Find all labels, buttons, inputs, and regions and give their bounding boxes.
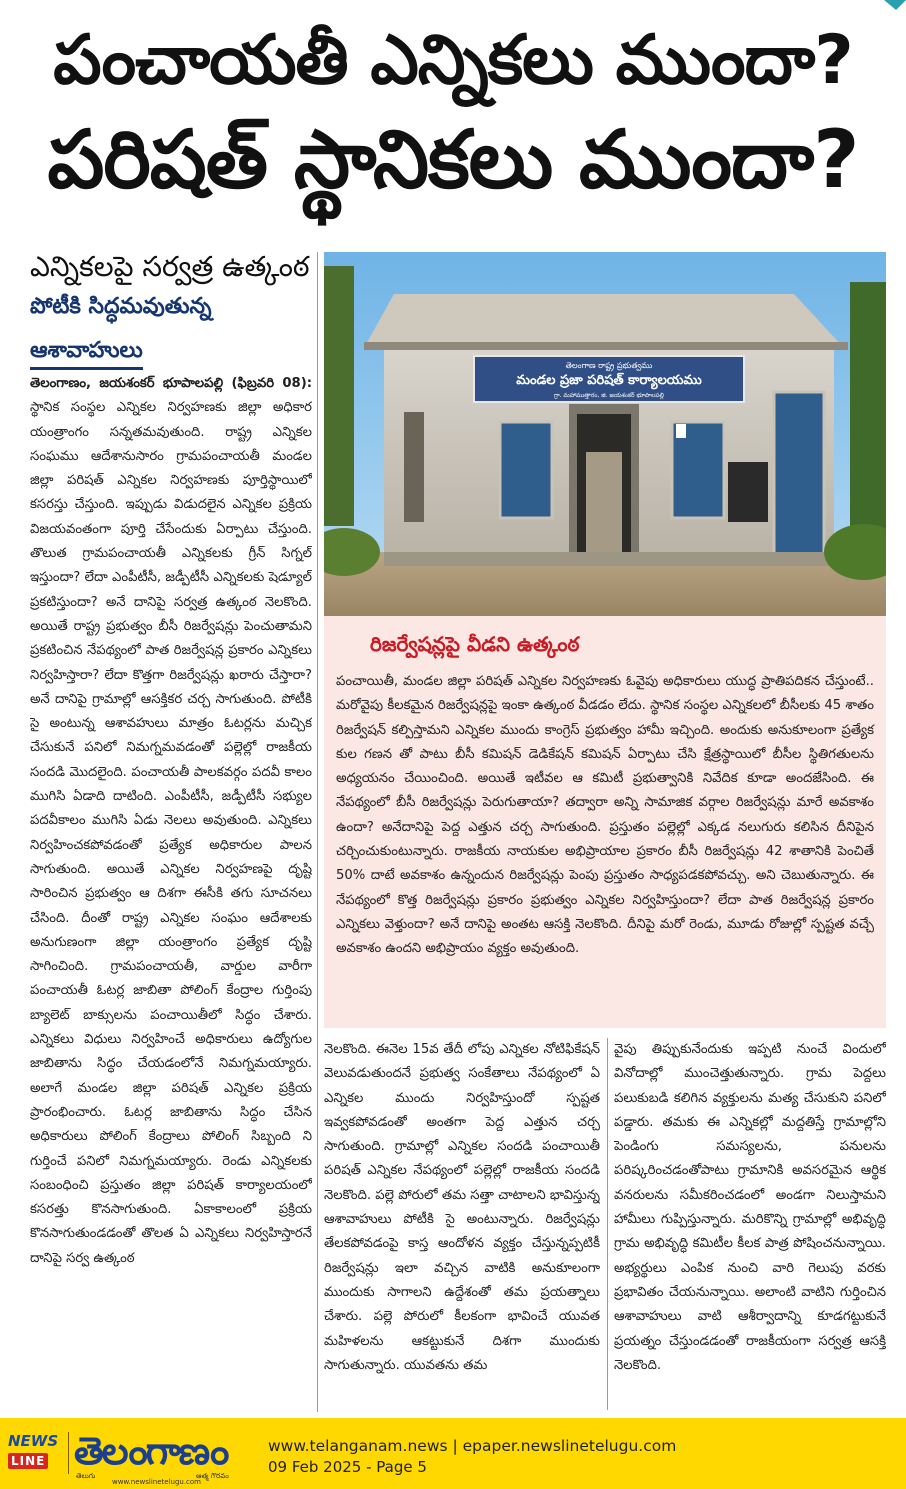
headline-line-1: పంచాయతీ ఎన్నికలు ముందా?: [53, 21, 853, 100]
footer-websites: www.telanganam.news | epaper.newslinetelugu.com: [268, 1437, 677, 1455]
logo-divider: [68, 1432, 69, 1474]
headline-line-2: పరిషత్ స్థానికలు ముందా?: [47, 113, 859, 206]
column-divider: [607, 1038, 608, 1410]
article-column-middle: నెలకొంది. ఈనెల 15వ తేదీ లోపు ఎన్నికల నోటిఫికేషన్ వెలువడుతుందనే ప్రభుత్వ సంకేతాలు నేపథ్యంలో ఏ ఎన్నికల ముందు నిర్వహిస్తుందో స్పష్టత ఇవ్వకపోవడంతో అంతగా పెద్ద ఎత్తున చర్చ సాగుతుంది. గ్రామాల్లో ఎన్నికల సందడి పంచాయితీ పరిషత్ ఎన్నికల నేపథ్యంలో పల్లెల్లో రాజకీయ సందడి నెలకొంది. పల్లె పోరులో తమ సత్తా చాటాలని భావిస్తున్న ఆశావాహులు పోటీకి సై అంటున్నారు. రిజర్వేషన్లు తేలకపోవడంపై కాస్త ఆందోళన వ్యక్తం చేస్తున్నప్పటికీ రిజర్వేషన్లు ఇలా వచ్చిన వాటికి అనుకూలంగా ముందుకు సాగాలని ఉద్దేశంతో తమ ప్రయత్నాలు చేశారు. పల్లె పోరులో కీలకంగా భావించే యువత మహిళలను ఆకట్టుకునే దిశగా ముందుకు సాగుతున్నారు. యువతను తమ: [324, 1042, 600, 1373]
footer-bar: [0, 1418, 906, 1489]
office-building-photo: [324, 252, 886, 616]
telanganam-logo: తెలంగాణం: [74, 1429, 228, 1473]
newsline-logo: [8, 1432, 64, 1476]
photo-illustration: [324, 252, 886, 616]
kicker-line-2: ఆశావాహులు: [30, 335, 143, 370]
subheadline: ఎన్నికలపై సర్వత్ర ఉత్కంఠ: [30, 250, 310, 283]
signboard-line-1: తెలంగాణ రాష్ట్ర ప్రభుత్వము: [565, 361, 653, 370]
sidebar-text: పంచాయితీ, మండల జిల్లా పరిషత్ ఎన్నికల నిర్వహణకు ఓవైపు అధికారులు యుద్ధ ప్రాతిపదికన చేస్తుంటే.. మరోవైపు కీలకమైన రిజర్వేషన్లపై ఇంకా ఉత్కంఠ వీడడం లేదు. స్థానిక సంస్థల ఎన్నికలలో బీసీలకు 45 శాతం రిజర్వేషన్ కల్పిస్తామని ఎన్నికల ముందు కాంగ్రెస్ ప్రభుత్వం హామీ ఇచ్చింది. అందుకు అనుకూలంగా ప్రత్యేక కుల గణన తో పాటు బీసీ కమిషన్ డెడికేషన్ కమిషన్ ఏర్పాటు చేసి క్షేత్రస్థాయిలో బీసీల స్థితిగతులను అధ్యయనం చేయించింది. అయితే ఇటీవల ఆ కమిటీ ప్రభుత్వానికి నివేదిక కూడా అందజేసింది. ఈ నేపథ్యంలో బీసీ రిజర్వేషన్లు పెరుగుతాయా? తద్వారా అన్ని సామాజిక వర్గాల రిజర్వేషన్లు మారే అవకాశం ఉందా? అనేదానిపై పెద్ద ఎత్తున చర్చ సాగుతుంది. ప్రస్తుతం పల్లెల్లో ఎక్కడ నలుగురు కలిసిన దీనిపైన చర్చించుకుంటున్నారు. రాజకీయ నాయకుల అభిప్రాయాల ప్రకారం బీసీ రిజర్వేషన్లు 42 శాతానికి పెంచితే 50% దాటే అవకాశం ఉన్నందున రిజర్వేషన్లు పెంపు ప్రస్తుతం సాధ్యపడకపోవచ్చు. అని చెబుతున్నారు. ఈ నేపథ్యంలో కొత్త రిజర్వేషన్లు ప్రకారం ప్రభుత్వం ఎన్నికల నిర్వహిస్తుందా? లేదా పాత రిజర్వేషన్ల ప్రకారం ఎన్నికలు వెళ్తుందా? అనే దానిపై అంతట ఆసక్తి నెలకొంది. దీనిపై మరో రెండు, మూడు రోజుల్లో స్పష్టత వచ్చే అవకాశం ఉందని అభిప్రాయం వ్యక్తం అవుతుంది.: [336, 674, 874, 957]
article-column-right: వైపు తిప్పుకునేందుకు ఇప్పటి నుంచే విందులో వినోదాల్లో ముంచెత్తుతున్నారు. గ్రామ పెద్దలు పలుకుబడి కలిగిన వ్యక్తులను మత్య చేసుకుని పనిలో పడ్డారు. తమకు ఈ ఎన్నికల్లో మద్దతిస్తే గ్రామాల్లోని పెండింగు సమస్యలను, పనులను పరిష్కరించడంతోపాటు గ్రామానికి అవసరమైన ఆర్థిక వనరులను సమీకరించడంలో అండగా నిలుస్తామని హామీలు గుప్పిస్తున్నారు. మరికొన్ని గ్రామాల్లో అభివృద్ధి గ్రామ అభివృద్ధి కమిటీల కీలక పాత్ర పోషించనున్నాయి. అభ్యర్థులు ఎంపిక నుంచి వారి గెలుపు వరకు ప్రభావితం చేయనున్నాయి. అలాంటి వాటిని గుర్తించిన ఆశావాహులు వాటి ఆశీర్వాదాన్ని కూడగట్టుకునే ప్రయత్నం చేస్తుండడంతో రాజకీయంగా సర్వత్ర ఆసక్తి నెలకొంది.: [614, 1042, 886, 1373]
article-column-left: [30, 372, 312, 1410]
kicker-line-1: పోటీకి సిద్ధమవుతున్న: [30, 294, 212, 319]
logo-line-text: LINE: [8, 1453, 48, 1469]
signboard-line-2: మండల ప్రజా పరిషత్ కార్యాలయము: [516, 373, 702, 388]
footer-date-page: 09 Feb 2025 - Page 5: [268, 1458, 427, 1476]
logo-news-text: NEWS: [8, 1432, 59, 1450]
corner-decoration: [870, 0, 906, 10]
sidebar-title: రిజర్వేషన్లపై వీడని ఉత్కంఠ: [370, 632, 580, 656]
article-text-left: స్థానిక సంస్థల ఎన్నికల నిర్వహణకు జిల్లా అధికార యంత్రాంగం సన్నతమవుతుంది. రాష్ట్ర ఎన్నికల సంఘము ఆదేశానుసారం గ్రామపంచాయతీ మండల జిల్లా పరిషత్ ఎన్నికల నిర్వహణకు పూర్తిస్థాయిలో కసరస్తు చేస్తుంది. ఇప్పుడు విడుదలైన ఎన్నికల ప్రక్రియ విజయవంతంగా పూర్తి చేసేందుకు ఏర్పాటు చేస్తుంది. తొలుత గ్రామపంచాయతీ ఎన్నికలకు గ్రీన్ సిగ్నల్ ఇస్తుందా? లేదా ఎంపీటీసీ, జడ్పీటీసీ ఎన్నికలకు షెడ్యూల్ ప్రకటిస్తుందా? అనే దానిపై సర్వత్ర ఉత్కంఠ నెలకొంది. అయితే రాష్ట్ర ప్రభుత్వం బీసీ రిజర్వేషన్లు పెంచుతామని ప్రకటించిన నేపథ్యంలో పాత రిజర్వేషన్ల ప్రకారం ఎన్నికలు నిర్వహిస్తారా? లేదా కొత్తగా రిజర్వేషన్లు ఖరారు చేస్తారా? అనే దానిపై గ్రామాల్లో ఆసక్తికర చర్చ సాగుతుంది. పోటీకి సై అంటున్న ఆశావహులు మాత్రం ఓటర్లను మచ్చిక చేసుకునే పనిలో నిమగ్నమవడంతో పల్లెల్లో రాజకీయ సందడి మొదలైంది. పంచాయతీ పాలకవర్గం పదవీ కాలం ముగిసి ఏడాది దాటింది. ఎంపీటీసీ, జడ్పీటీసీ సభ్యుల పదవీకాలం ముగిసి ఏడు నెలలు అవుతుంది. ఎన్నికలు నిర్వహించకపోవడంతో ప్రత్యేక అధికారుల పాలన సాగుతుంది. అయితే ఎన్నికల నిర్వహణపై దృష్టి సారించిన ప్రభుత్వం ఆ దిశగా ఈసీకి తగు సూచనలు చేసింది. దీంతో రాష్ట్ర ఎన్నికల సంఘం ఆదేశాలకు అనుగుణంగా జిల్లా యంత్రాంగం ప్రత్యేక దృష్టి సాగించింది. గ్రామపంచాయతీ, వార్డుల వారీగా పంచాయతీ ఓటర్ల జాబితా పోలింగ్ కేంద్రాల గుర్తింపు బ్యాలెట్ బాక్సులను పంచాయితీలో సిద్ధం చేశారు. ఎన్నికలు విధులు నిర్వహించే అధికారులు ఉద్యోగుల జాబితాను సిద్ధం చేయడంలోనే నిమగ్నమయ్యారు. అలాగే మండల జిల్లా పరిషత్ ఎన్నికల ప్రక్రియ ప్రారంభించారు. ఓటర్ల జాబితాను సిద్ధం చేసిన అధికారులు పోలింగ్ కేంద్రాలు పోలింగ్ సిబ్బంది ని గుర్తించే పనిలో నిమగ్నమయ్యారు. రెండు ఎన్నికలకు సంబంధించి ప్రస్తుతం జిల్లా పరిషత్ కార్యాలయంలో కసరత్తు కొనసాగుతుంది. ఏకాకాలంలో ప్రక్రియ కొనసాగుతుండడంతో తొలత ఏ ఎన్నికలు నిర్వహిస్తారనే దానిపై సర్వ ఉత్కంఠ: [30, 400, 312, 1266]
dateline: తెలంగాణం, జయశంకర్ భూపాలపల్లి (ఫిబ్రవరి 08):: [30, 376, 312, 391]
logo-tagline-left: తెలుగు: [76, 1472, 96, 1480]
reservations-sidebar: [324, 616, 886, 1028]
logo-url: www.newslinetelugu.com: [112, 1478, 201, 1486]
signboard-line-3: గ్రా. మహాముత్తారం, జి. జయశంకర్ భూపాలపల్లి: [554, 392, 664, 399]
logo-tagline-right: ఆత్మ గౌరవం: [196, 1472, 229, 1480]
column-divider: [317, 252, 318, 1412]
